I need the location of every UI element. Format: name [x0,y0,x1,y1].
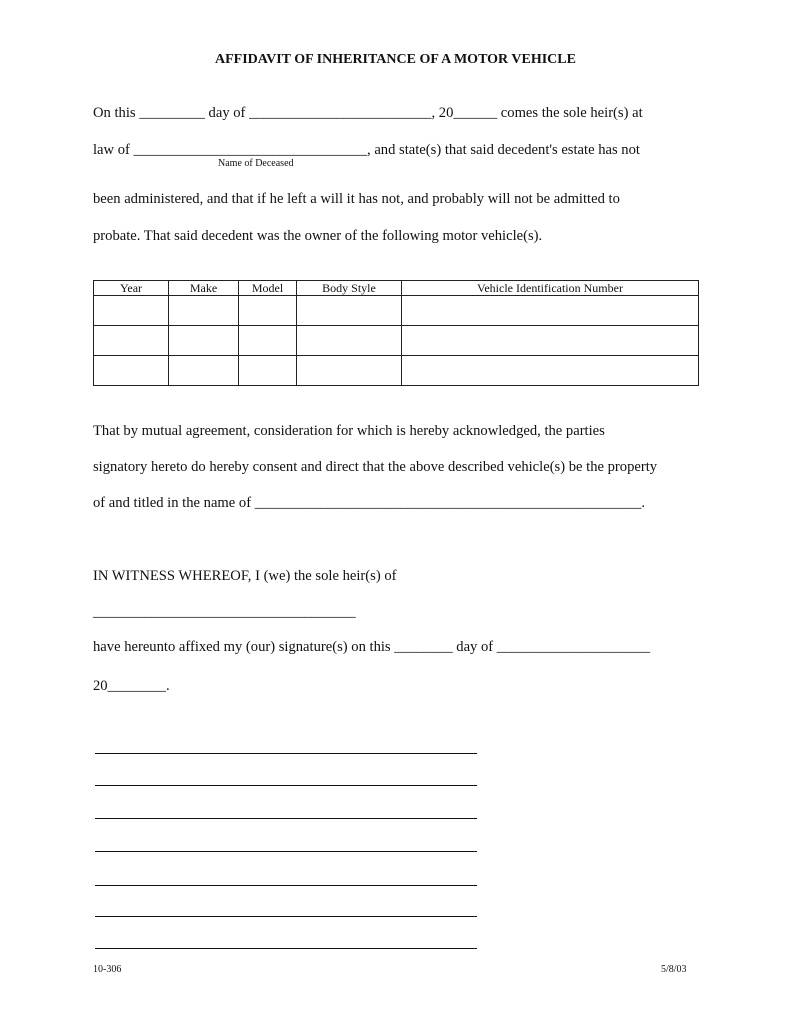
cell-model[interactable] [239,356,297,386]
signature-line[interactable] [95,851,477,852]
cell-year[interactable] [94,296,169,326]
table-row [94,326,699,356]
witness-line1: IN WITNESS WHEREOF, I (we) the sole heir(s) of [93,568,397,584]
signature-line[interactable] [95,916,477,917]
paragraph2-line1: That by mutual agreement, consideration for which is hereby acknowledged, the parties [93,423,605,439]
table-row [94,296,699,326]
cell-make[interactable] [169,326,239,356]
cell-body-style[interactable] [297,356,402,386]
cell-year[interactable] [94,356,169,386]
header-year: Year [94,281,169,296]
signature-line[interactable] [95,753,477,754]
header-model: Model [239,281,297,296]
table-row [94,356,699,386]
cell-model[interactable] [239,326,297,356]
paragraph2-line3: of and titled in the name of _____________________________________________________. [93,495,646,511]
header-body-style: Body Style [297,281,402,296]
cell-vin[interactable] [402,296,699,326]
paragraph1-line3: been administered, and that if he left a will it has not, and probably will not be admitted to [93,191,620,207]
paragraph1-line4: probate. That said decedent was the owner of the following motor vehicle(s). [93,228,543,244]
cell-vin[interactable] [402,326,699,356]
witness-line3: 20________. [93,678,170,694]
signature-line[interactable] [95,818,477,819]
cell-make[interactable] [169,356,239,386]
cell-body-style[interactable] [297,296,402,326]
paragraph2-line2: signatory hereto do hereby consent and direct that the above described vehicle(s) be the property [93,459,658,475]
vehicle-table-header-row [94,281,699,296]
witness-line2: have hereunto affixed my (our) signature(s) on this ________ day of _____________________ [93,639,651,655]
header-vin: Vehicle Identification Number [402,281,699,296]
vehicle-table [93,280,699,386]
cell-make[interactable] [169,296,239,326]
paragraph1-line1: On this _________ day of _________________________, 20______ comes the sole heir(s) at [93,105,643,121]
cell-body-style[interactable] [297,326,402,356]
cell-model[interactable] [239,296,297,326]
heir-blank-line: ____________________________________ [93,604,356,620]
paragraph1-line2: law of ________________________________, and state(s) that said decedent's estate has not [93,142,640,158]
cell-vin[interactable] [402,356,699,386]
cell-year[interactable] [94,326,169,356]
signature-line[interactable] [95,948,477,949]
name-of-deceased-caption: Name of Deceased [218,158,294,169]
form-number: 10-306 [93,964,122,975]
header-make: Make [169,281,239,296]
signature-line[interactable] [95,885,477,886]
revision-date: 5/8/03 [661,964,687,975]
document-title: AFFIDAVIT OF INHERITANCE OF A MOTOR VEHICLE [215,52,576,67]
signature-line[interactable] [95,785,477,786]
